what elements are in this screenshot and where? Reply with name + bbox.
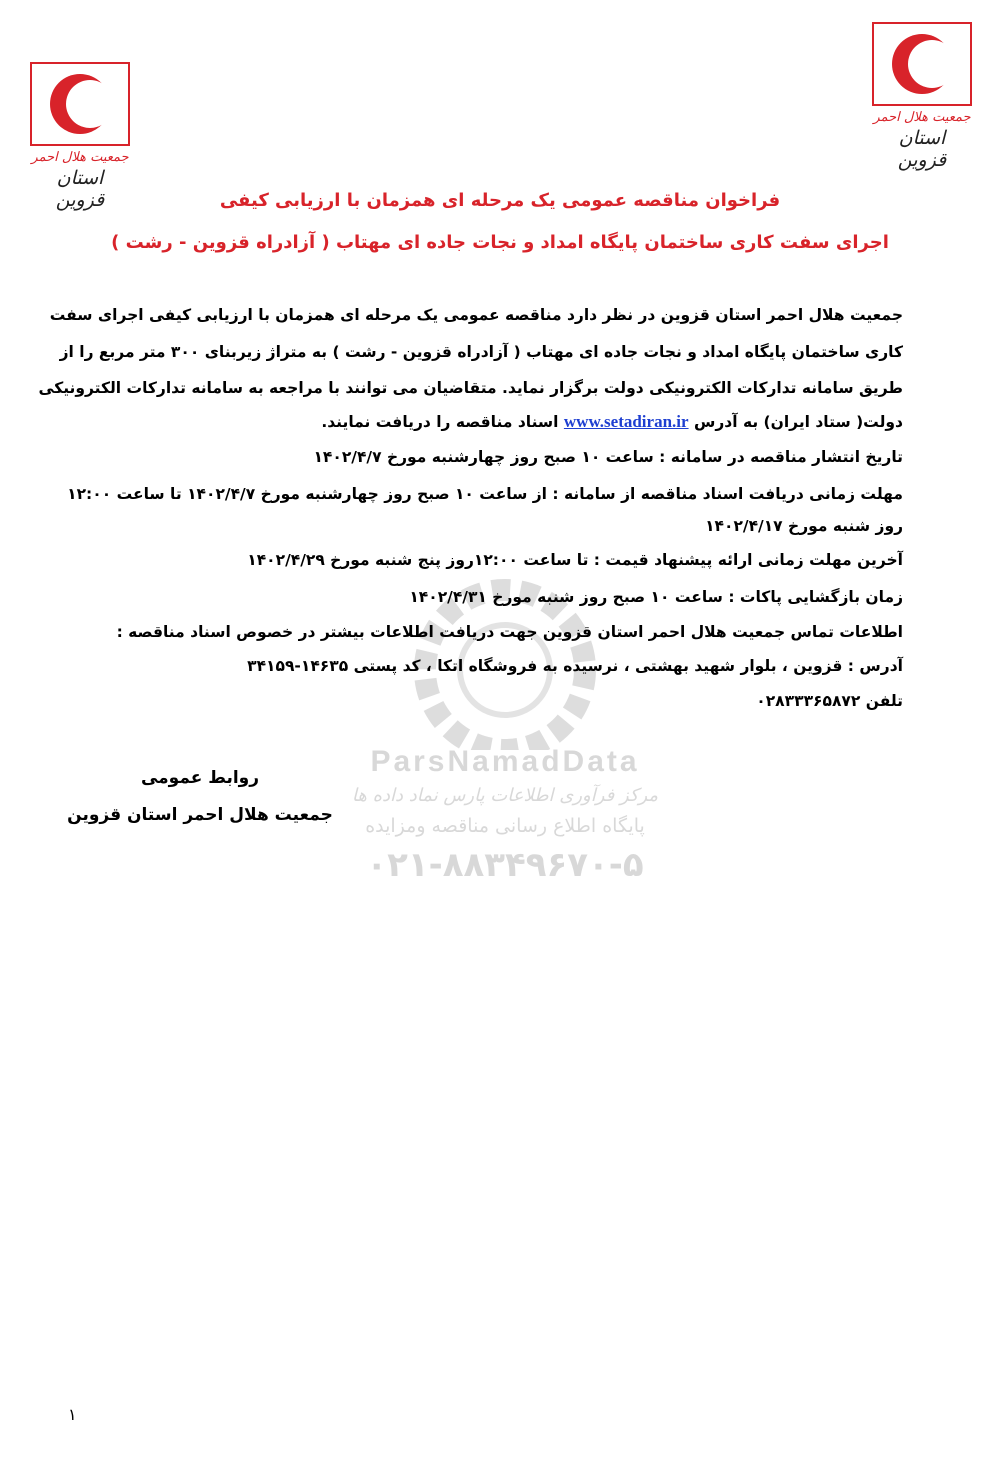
address: آدرس : قزوین ، بلوار شهید بهشتی ، نرسیده به فروشگاه اتکا ، کد پستی ۱۴۶۳۵-۳۴۱۵۹ <box>247 657 903 675</box>
document-deadline-cont: روز شنبه مورخ ۱۴۰۲/۴/۱۷ <box>705 517 903 535</box>
watermark-phone: ۰۲۱-۸۸۳۴۹۶۷۰-۵ <box>366 845 644 885</box>
logo-org-name: جمعیت هلال احمر <box>31 150 129 165</box>
logo-province: استان قزوین <box>897 127 947 171</box>
logo-org-name: جمعیت هلال احمر <box>873 110 971 125</box>
document-title: فراخوان مناقصه عمومی یک مرحله ای همزمان با ارزیابی کیفی <box>219 190 781 211</box>
document-subtitle: اجرای سفت کاری ساختمان پایگاه امداد و نجات جاده ای مهتاب ( آزادراه قزوین - رشت ) <box>111 232 889 253</box>
signature-department: روابط عمومی <box>140 768 260 788</box>
contact-info: اطلاعات تماس جمعیت هلال احمر استان قزوین جهت دریافت اطلاعات بیشتر در خصوص اسناد مناقصه : <box>116 623 903 641</box>
watermark <box>300 570 710 900</box>
body-paragraph-line: کاری ساختمان پایگاه امداد و نجات جاده ای مهتاب ( آزادراه قزوین - رشت ) به متراژ زیربنای ۳۰۰ متر مربع را از <box>59 343 903 361</box>
logo-province: استان قزوین <box>55 167 105 211</box>
publish-date: تاریخ انتشار مناقصه در سامانه : ساعت ۱۰ صبح روز چهارشنبه مورخ ۱۴۰۲/۴/۷ <box>313 448 903 466</box>
bid-deadline: آخرین مهلت زمانی ارائه پیشنهاد قیمت : تا ساعت ۱۲:۰۰روز پنج شنبه مورخ ۱۴۰۲/۴/۲۹ <box>247 551 903 569</box>
opening-time: زمان بازگشایی پاکات : ساعت ۱۰ صبح روز شنبه مورخ ۱۴۰۲/۴/۳۱ <box>409 588 903 606</box>
watermark-brand: ParsNamadData <box>370 745 640 778</box>
signature-organization: جمعیت هلال احمر استان قزوین <box>67 805 333 825</box>
setadiran-link[interactable]: www.setadiran.ir <box>563 412 689 431</box>
red-crescent-logo-right <box>872 22 972 171</box>
phone: تلفن ۰۲۸۳۳۳۶۵۸۷۲ <box>756 692 903 710</box>
body-paragraph-line <box>68 412 903 432</box>
page-number: ۱ <box>68 1405 77 1424</box>
red-crescent-icon <box>30 62 130 146</box>
watermark-subcaption: پایگاه اطلاع رسانی مناقصه ومزایده <box>365 815 645 837</box>
red-crescent-icon <box>872 22 972 106</box>
body-text: دولت( ستاد ایران) به آدرس <box>693 413 903 431</box>
document-deadline: مهلت زمانی دریافت اسناد مناقصه از سامانه : از ساعت ۱۰ صبح روز چهارشنبه مورخ ۱۴۰۲/۴/۷ تا ساعت ۱۲:۰۰ <box>67 485 903 503</box>
body-paragraph-line: طریق سامانه تدارکات الکترونیکی دولت برگزار نماید. متقاضیان می توانند با مراجعه به سامانه تدارکات الکترونیکی <box>38 379 903 397</box>
body-paragraph-line: جمعیت هلال احمر استان قزوین در نظر دارد مناقصه عمومی یک مرحله ای همزمان با ارزیابی کیفی اجرای سفت <box>49 306 903 324</box>
red-crescent-logo-left <box>30 62 130 211</box>
watermark-caption: مرکز فرآوری اطلاعات پارس نماد داده ها <box>351 785 659 806</box>
body-text: اسناد مناقصه را دریافت نمایند. <box>321 413 559 431</box>
